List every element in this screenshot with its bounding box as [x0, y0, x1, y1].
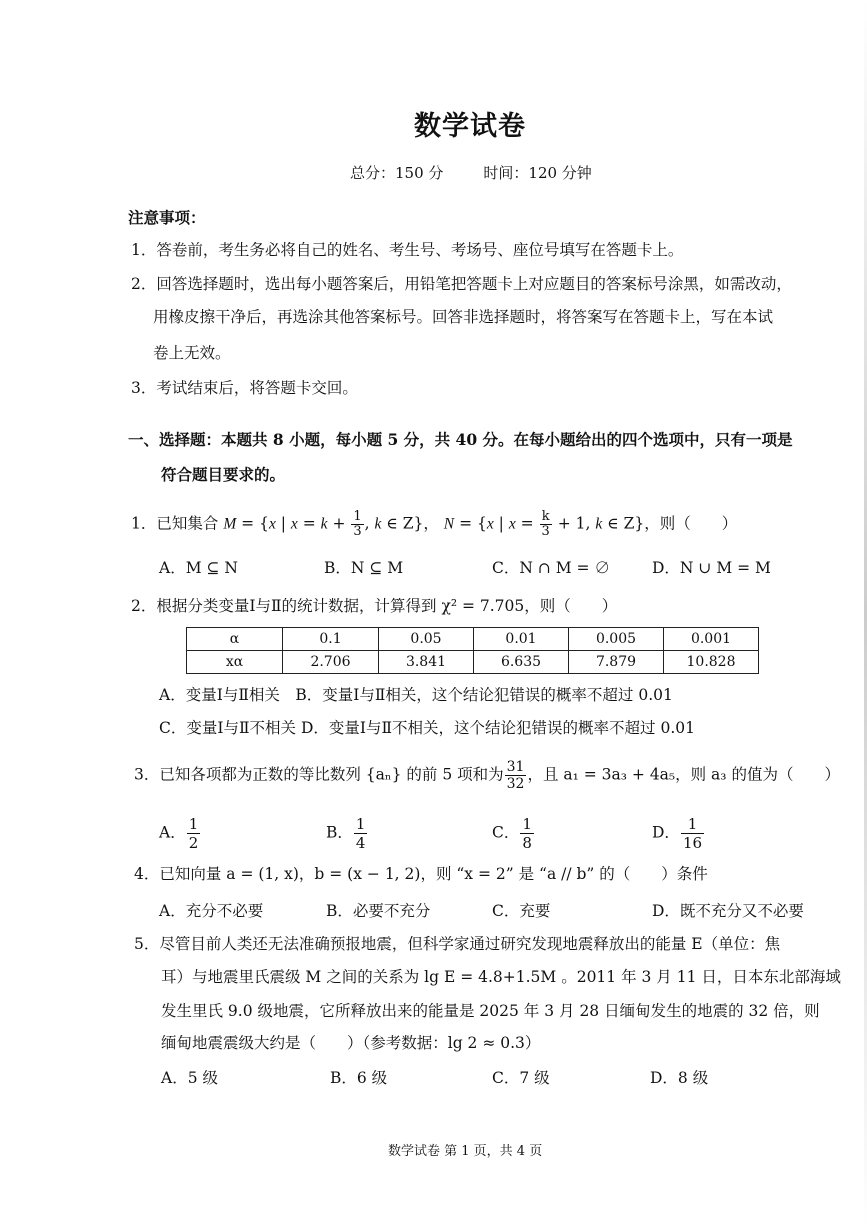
- q4-option-c: C．充要: [492, 902, 551, 920]
- table-cell: 0.05: [379, 628, 474, 651]
- q4-option-b: B．必要不充分: [326, 902, 431, 920]
- table-cell: 0.001: [664, 628, 759, 651]
- q2-options-cd: C．变量Ⅰ与Ⅱ不相关 D．变量Ⅰ与Ⅱ不相关，这个结论犯错误的概率不超过 0.01: [159, 719, 695, 737]
- q2-options-ab: A．变量Ⅰ与Ⅱ相关 B．变量Ⅰ与Ⅱ相关，这个结论犯错误的概率不超过 0.01: [159, 686, 673, 704]
- notice-item-2-cont2: 卷上无效。: [153, 344, 231, 362]
- question-5-line-3: 发生里氏 9.0 级地震，它所释放出来的能量是 2025 年 3 月 28 日缅甸发生的地震的 32 倍，则: [161, 1002, 820, 1020]
- table-cell: 0.01: [474, 628, 569, 651]
- q4-option-a: A．充分不必要: [159, 902, 264, 920]
- q3-option-b: B． $\frac{1}{4}$: [326, 815, 366, 852]
- q4-option-d: D．既不充分又不必要: [652, 902, 804, 920]
- table-row-x: [187, 651, 759, 674]
- page-footer: 数学试卷 第 1 页，共 4 页: [388, 1144, 543, 1159]
- question-3-stem: 3．已知各项都为正数的等比数列 {aₙ} 的前 5 项和为 $\frac{31}{32}$ ，且 a₁ = 3a₃ + 4a₅，则 a₃ 的值为（ ）: [134, 759, 840, 792]
- q3-option-a: A． $\frac{1}{2}$: [159, 815, 199, 852]
- q3-option-c: C． $\frac{1}{8}$: [492, 815, 532, 852]
- q5-option-b: B．6 级: [330, 1069, 388, 1087]
- question-1-stem: 1．已知集合 M = {x | x = k + $\frac{1}{3}$ , k ∈ Z}， N = {x | x = $\frac{k}{3}$ + 1, k ∈ Z}，则（ ）: [131, 509, 738, 539]
- exam-time: 时间：120 分钟: [483, 164, 592, 182]
- table-cell: 6.635: [474, 651, 569, 674]
- total-score: 总分：150 分: [350, 164, 444, 182]
- q5-option-d: D．8 级: [650, 1069, 709, 1087]
- table-cell: 3.841: [379, 651, 474, 674]
- question-5-line-4: 缅甸地震震级大约是（ ）（参考数据：lg 2 ≈ 0.3）: [161, 1034, 541, 1052]
- q1-option-b: B．N ⊆ M: [324, 559, 404, 577]
- q5-option-a: A．5 级: [161, 1069, 218, 1087]
- table-cell: 2.706: [283, 651, 379, 674]
- q5-option-c: C．7 级: [492, 1069, 550, 1087]
- table-cell: 0.005: [569, 628, 664, 651]
- table-cell: 10.828: [664, 651, 759, 674]
- notice-item-1: 1．答卷前，考生务必将自己的姓名、考生号、考场号、座位号填写在答题卡上。: [131, 241, 684, 259]
- page-title: 数学试卷: [414, 111, 526, 142]
- table-cell: 7.879: [569, 651, 664, 674]
- question-2-stem: 2．根据分类变量Ⅰ与Ⅱ的统计数据，计算得到 χ² = 7.705，则（ ）: [131, 597, 618, 615]
- table-cell: α: [187, 628, 283, 651]
- notice-heading: 注意事项：: [128, 208, 206, 227]
- section1-heading: 一、选择题：本题共 8 小题，每小题 5 分，共 40 分。在每小题给出的四个选项中，只有一项是: [128, 430, 793, 449]
- q3-option-d: D． $\frac{1}{16}$: [652, 815, 703, 852]
- table-cell: 0.1: [283, 628, 379, 651]
- q1-option-d: D．N ∪ M = M: [652, 559, 771, 577]
- question-4-stem: 4．已知向量 a = (1, x)，b = (x − 1, 2)，则 “x = 2” 是 “a // b” 的（ ）条件: [134, 865, 708, 883]
- q1-option-a: A．M ⊆ N: [159, 559, 238, 577]
- notice-item-3: 3．考试结束后，将答题卡交回。: [131, 379, 358, 397]
- table-cell: xα: [187, 651, 283, 674]
- exam-meta: [350, 162, 592, 183]
- table-row-alpha: [187, 628, 759, 651]
- notice-item-2: 2．回答选择题时，选出每小题答案后，用铅笔把答题卡上对应题目的答案标号涂黑，如需改动，: [131, 275, 792, 293]
- chi-square-table: [186, 627, 759, 674]
- section1-heading-cont: 符合题目要求的。: [161, 465, 286, 484]
- notice-item-2-cont: 用橡皮擦干净后，再选涂其他答案标号。回答非选择题时，将答案写在答题卡上，写在本试: [153, 308, 774, 326]
- question-5-line-1: 5．尽管目前人类还无法准确预报地震，但科学家通过研究发现地震释放出的能量 E（单位：焦: [134, 935, 781, 953]
- q1-option-c: C．N ∩ M = ∅: [492, 559, 610, 577]
- question-5-line-2: 耳）与地震里氏震级 M 之间的关系为 lg E = 4.8+1.5M 。2011 年 3 月 11 日，日本东北部海域: [161, 968, 841, 986]
